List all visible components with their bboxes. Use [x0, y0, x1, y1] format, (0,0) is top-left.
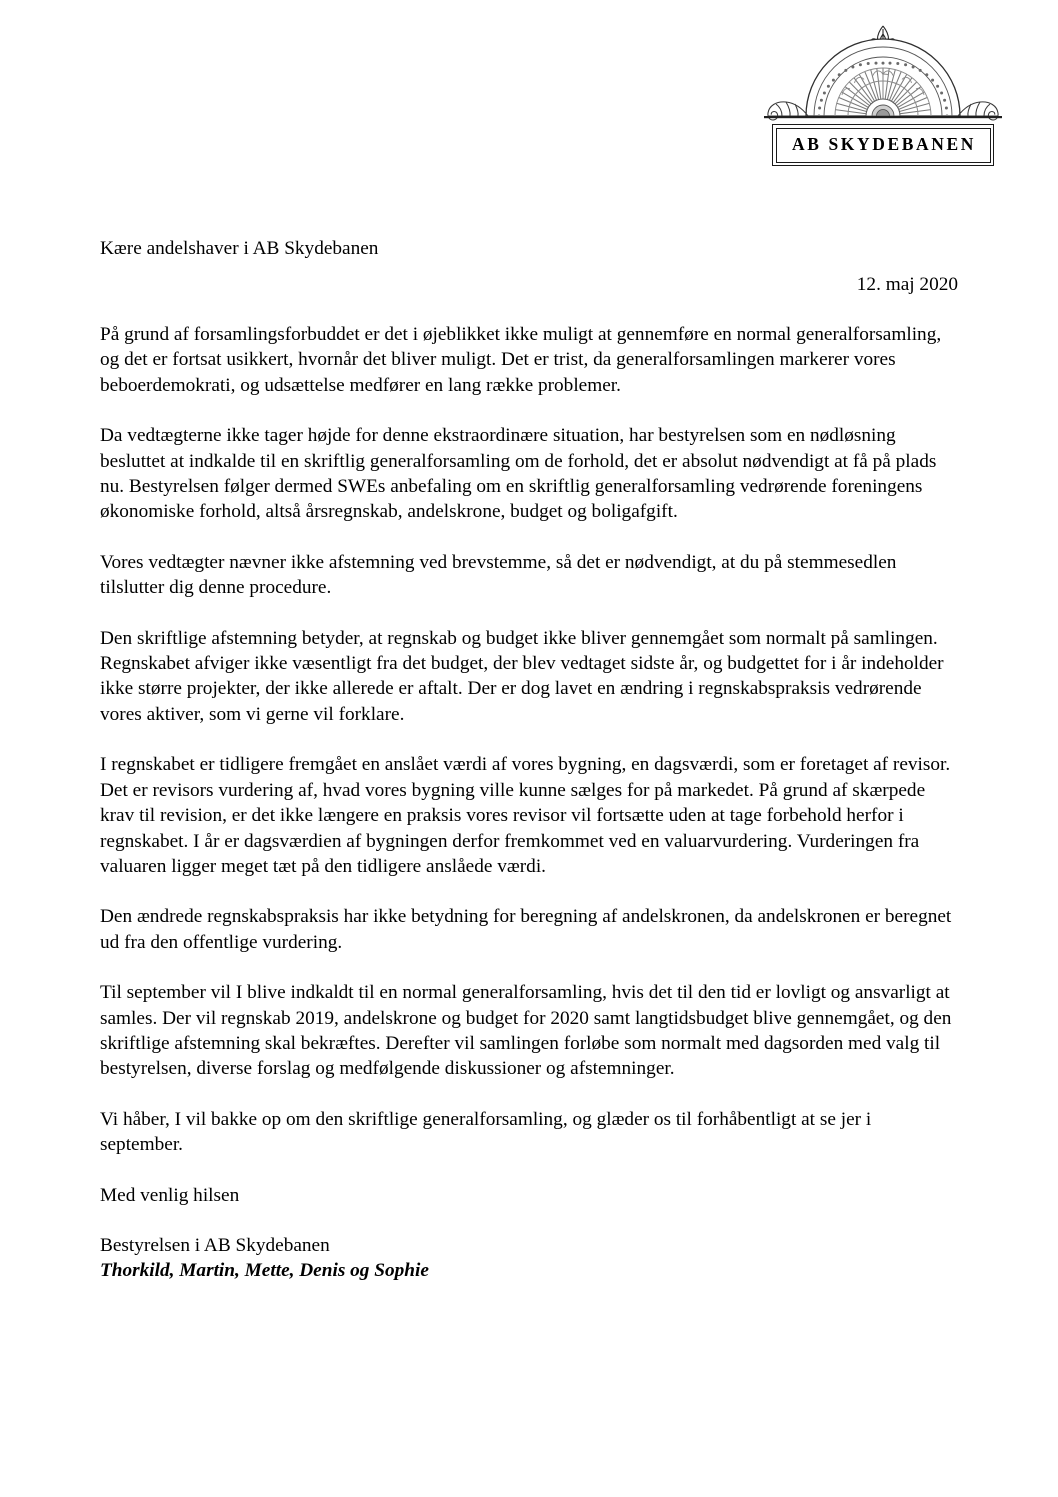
- paragraph-1: På grund af forsamlingsforbuddet er det i øjeblikket ikke muligt at gennemføre en normal generalforsamling, og det er fortsat usikkert, hvornår det bliver muligt. Det er trist, da generalforsamlingen markerer vores beboerdemokrati, og udsættelse medfører en lang række problemer.: [100, 324, 942, 396]
- paragraph-3: Vores vedtægter nævner ikke afstemning ved brevstemme, så det er nødvendigt, at du på stemmesedlen tilslutter dig denne procedure.: [100, 551, 897, 599]
- letter-greeting: Kære andelshaver i AB Skydebanen: [100, 238, 379, 259]
- paragraph-6: Den ændrede regnskabspraksis har ikke betydning for beregning af andelskronen, da andelskronen er beregnet ud fra den offentlige vurdering.: [100, 906, 952, 953]
- signature-organization: Bestyrelsen i AB Skydebanen: [100, 1234, 330, 1256]
- paragraph-2: Da vedtægterne ikke tager højde for denne ekstraordinære situation, har bestyrelsen som en nødløsning besluttet at indkalde til en skriftlig generalforsamling om de forhold, det er absolut nødvendigt at få på plads nu. Bestyrelsen følger dermed SWEs anbefaling om en skriftlig generalforsamling vedrørende foreningens økonomiske forhold, altså årsregnskab, andelskrone, budget og boligafgift.: [100, 425, 937, 523]
- signature-names: Thorkild, Martin, Mette, Denis og Sophie: [100, 1260, 429, 1282]
- logo-banner-text: AB SKYDEBANEN: [791, 134, 977, 155]
- ab-skydebanen-logo: [762, 24, 1004, 170]
- paragraph-8: Vi håber, I vil bakke op om den skriftlige generalforsamling, og glæder os til forhåbentligt at se jer i september.: [100, 1108, 872, 1156]
- logo-banner-inner-border: [776, 128, 991, 163]
- pediment-crest-icon: [762, 24, 1004, 132]
- letter-body: [100, 236, 958, 1284]
- logo-banner: [772, 124, 994, 166]
- letter-closing: Med venlig hilsen: [100, 1184, 240, 1206]
- letter-date: 12. maj 2020: [856, 274, 958, 295]
- letter-signature-block: [100, 1208, 958, 1284]
- paragraph-4: Den skriftlige afstemning betyder, at regnskab og budget ikke bliver gennemgået som normalt på samlingen. Regnskabet afviger ikke væsentligt fra det budget, der blev vedtaget sidste år, og budgettet for i år indeholder ikke større projekter, der ikke allerede er aftalt. Der er dog lavet en ændring i regnskabspraksis vedrørende vores aktiver, som vi gerne vil forklare.: [100, 627, 944, 725]
- paragraph-7: Til september vil I blive indkaldt til en normal generalforsamling, hvis det til den tid er lovligt og ansvarligt at samles. Der vil regnskab 2019, andelskrone og budget for 2020 samt langtidsbudget blive gennemgået, og den skriftlige afstemning skal bekræftes. Derefter vil samlingen forløbe som normalt med dagsorden med valg til bestyrelsen, diverse forslag og medfølgende diskussioner og afstemninger.: [100, 982, 952, 1080]
- cornice-line: [764, 116, 1002, 118]
- paragraph-5: I regnskabet er tidligere fremgået en anslået værdi af vores bygning, en dagsværdi, som er foretaget af revisor. Det er revisors vurdering af, hvad vores bygning ville kunne sælges for på markedet. På grund af skærpede krav til revision, er det ikke længere en praksis vores revisor vil fortsætte uden at tage forbehold herfor i regnskabet. I år er dagsværdien af bygningen derfor fremkommet ved en valuarvurdering. Vurderingen fra valuaren ligger meget tæt på den tidligere anslåede værdi.: [100, 754, 951, 877]
